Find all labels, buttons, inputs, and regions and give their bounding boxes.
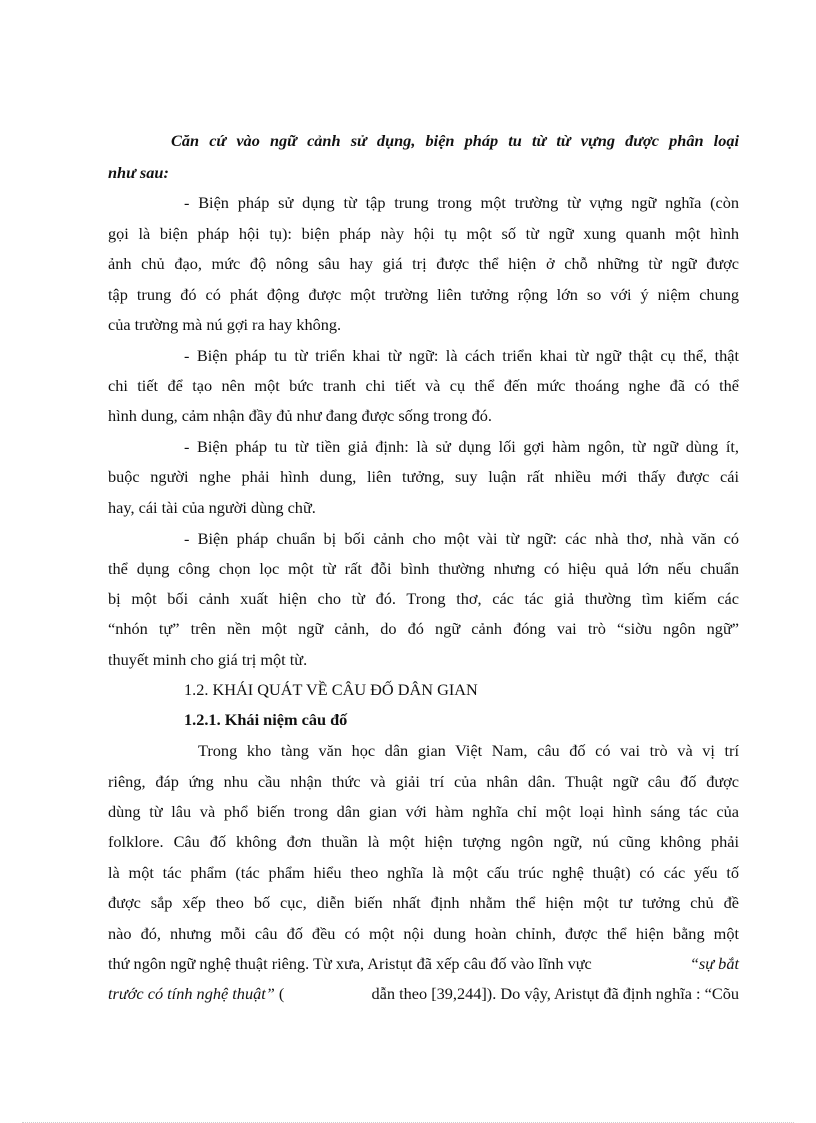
body-text-line: - Biện pháp sử dụng từ tập trung trong một trường từ vựng ngữ nghĩa (còn [184,193,739,212]
body-text-line: Trong kho tàng văn học dân gian Việt Nam, câu đố có vai trò và vị trí [198,741,739,760]
body-text-line: ảnh chủ đạo, mức độ nông sâu hay giá trị được thể hiện ở chỗ những từ ngữ được [108,254,739,273]
paragraph-heading-line: như sau: [108,163,169,182]
body-text-segment: dẫn theo [39,244]). Do vậy, Aristụt đã định nghĩa : “Cõu [371,984,739,1003]
body-text-line: riêng, đáp ứng nhu cầu nhận thức và giải trí của nhân dân. Thuật ngữ câu đố được [108,772,739,791]
body-text-line: bị một bối cảnh xuất hiện cho từ đó. Trong thơ, các tác giả thường tìm kiếm các [108,589,739,608]
quoted-phrase: trước có tính nghệ thuật” [108,984,275,1003]
body-text-line: buộc người nghe phải hình dung, liên tưởng, suy luận rất nhiều mới thấy được cái [108,467,739,486]
body-text-line [108,954,739,974]
body-text-line: gọi là biện pháp hội tụ): biện pháp này hội tụ một số từ ngữ xung quanh một hình [108,224,739,243]
body-text-line: thuyết minh cho giá trị một từ. [108,650,308,669]
body-text-line: được sắp xếp theo bố cục, diễn biến nhất định nhằm thể hiện một tư tưởng chủ đề [108,893,739,912]
subsection-heading: 1.2.1. Khái niệm câu đố [184,710,348,729]
body-text-line: là một tác phẩm (tác phẩm hiểu theo nghĩa là một cấu trúc nghệ thuật) có các yếu tố [108,863,739,882]
body-text-line: nào đó, nhưng mỗi câu đố đều có một nội dung hoàn chỉnh, được thể hiện bằng một [108,924,739,943]
body-text-line: hay, cái tài của người dùng chữ. [108,498,316,517]
paragraph-heading-line: Căn cứ vào ngữ cảnh sử dụng, biện pháp tu từ từ vựng được phân loại [171,131,739,150]
quoted-phrase: “sự bắt [689,954,739,973]
body-text-line: chi tiết để tạo nên một bức tranh chi tiết và cụ thể đến mức thoáng nghe đã có thể [108,376,739,395]
section-heading: 1.2. KHÁI QUÁT VỀ CÂU ĐỐ DÂN GIAN [184,680,478,699]
body-text-segment: thứ ngôn ngữ nghệ thuật riêng. Từ xưa, Aristụt đã xếp câu đố vào lĩnh vực [108,954,592,973]
body-text-line: hình dung, cảm nhận đầy đủ như đang được sống trong đó. [108,406,492,425]
body-text-line: folklore. Câu đố không đơn thuần là một hiện tượng ngôn ngữ, nú cũng không phải [108,832,739,851]
body-text-line: “nhón tự” trên nền một ngữ cảnh, do đó ngữ cảnh đóng vai trò “siờu ngôn ngữ” [108,619,739,638]
body-text-line: tập trung đó có phát động được một trường liên tưởng rộng lớn so với ý niệm chung [108,285,739,304]
body-text-line [108,984,739,1004]
body-text-line: - Biện pháp tu từ triển khai từ ngữ: là cách triển khai từ ngữ thật cụ thể, thật [184,346,739,365]
body-text-line: - Biện pháp tu từ tiền giả định: là sử dụng lối gợi hàm ngôn, từ ngữ dùng ít, [184,437,739,456]
body-text-line: - Biện pháp chuẩn bị bối cảnh cho một vài từ ngữ: các nhà thơ, nhà văn có [184,529,739,548]
body-text-line: thể dụng công chọn lọc một từ rất đỗi bình thường nhưng có hiệu quả lớn nếu chuẩn [108,559,739,578]
body-text-line: dùng từ lâu và phổ biến trong dân gian với hàm nghĩa chỉ một loại hình sáng tác của [108,802,739,821]
body-text-segment: ( [274,984,285,1003]
body-text-line: của trường mà nú gợi ra hay không. [108,315,342,334]
